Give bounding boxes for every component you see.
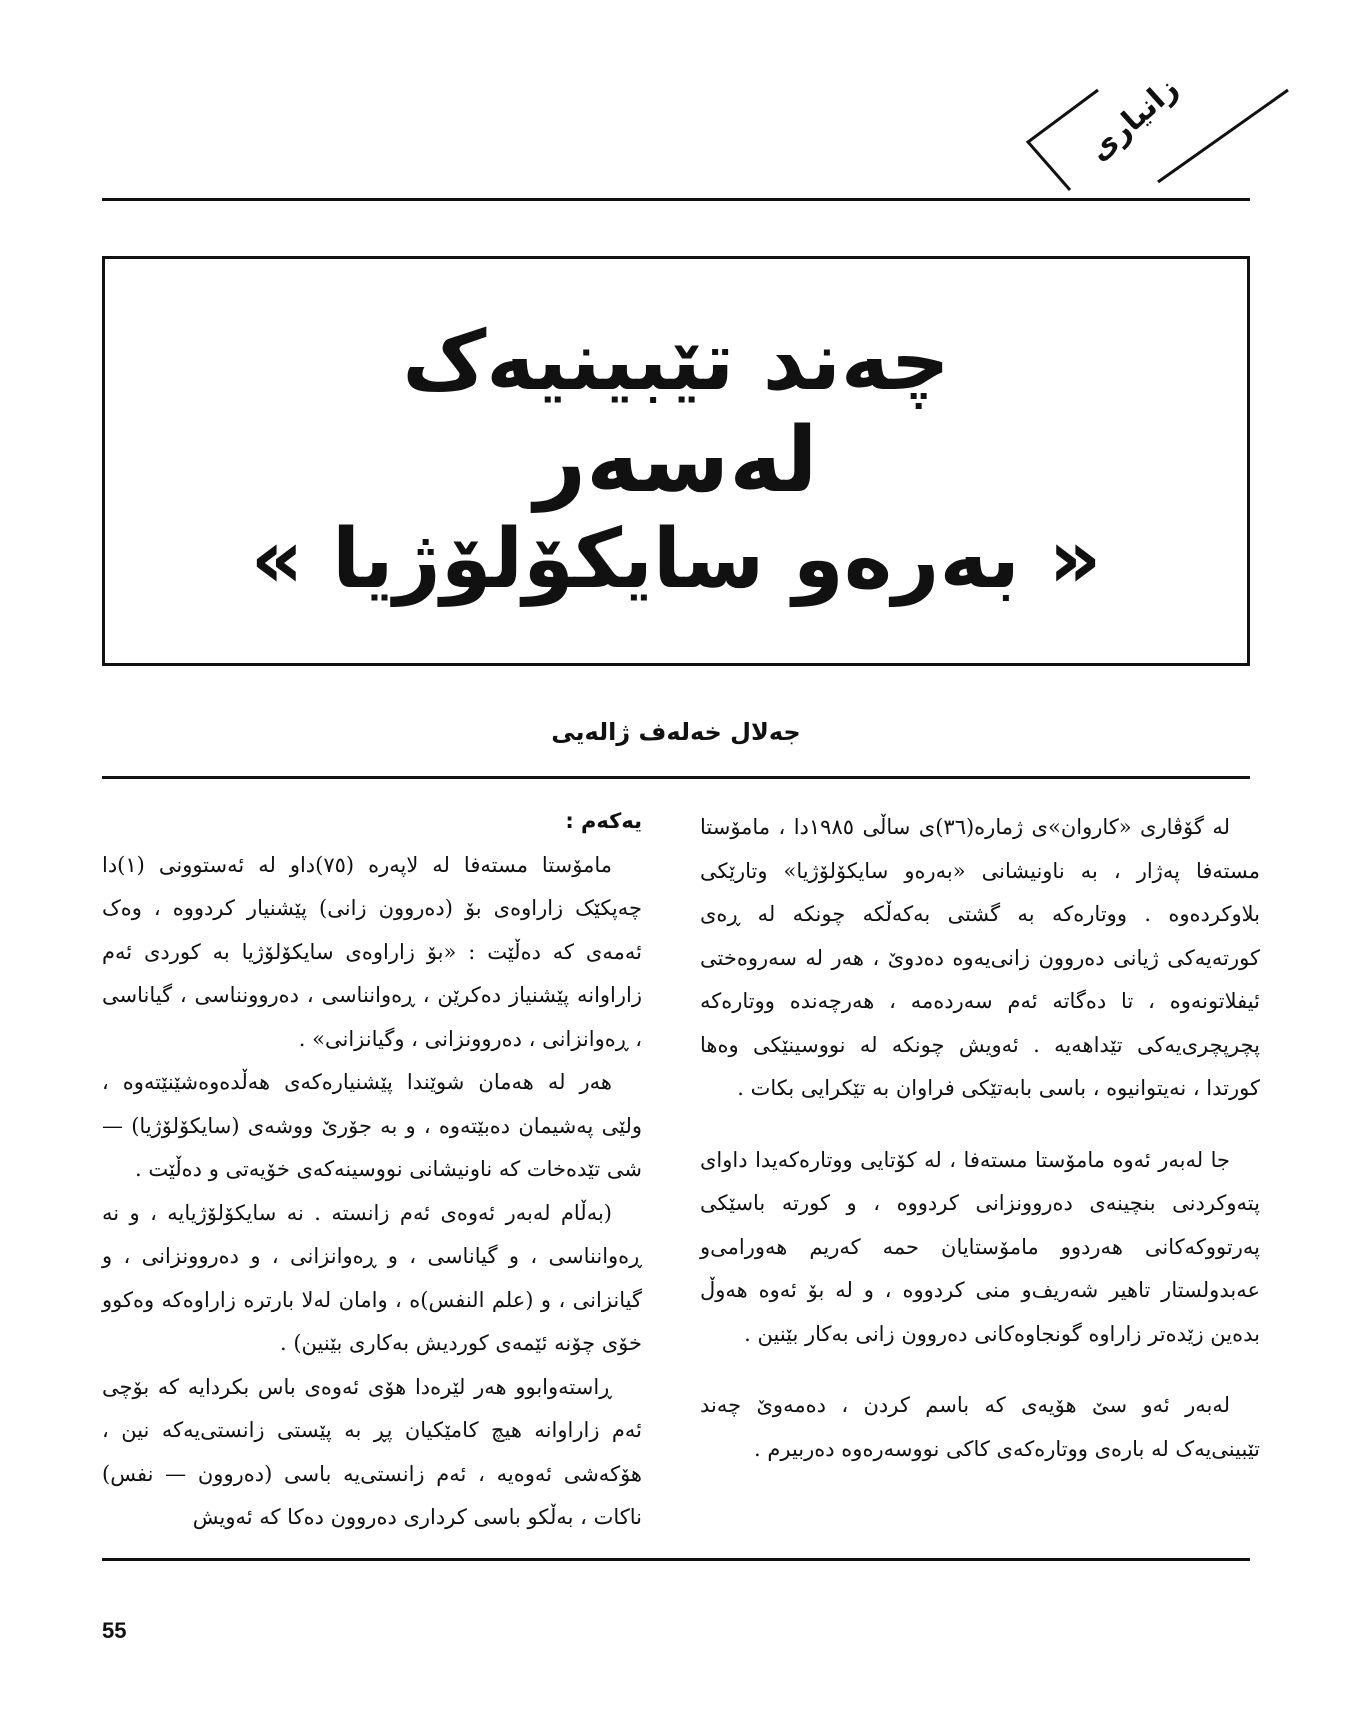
right-column bbox=[700, 806, 1260, 1471]
header-rule bbox=[102, 776, 1250, 779]
title-line-1: چەند تێبینیەک bbox=[402, 313, 950, 409]
paragraph: هەر لە هەمان شوێندا پێشنیارەکەی هەڵدەوەشێنێتەوە ، ولێی پەشیمان دەبێتەوە ، و بە جۆرێ ووشەی (سایکۆلۆژیا) — شی تێدەخات کە ناونیشانی نووسینەکەی خۆیەتی و دەڵێت . bbox=[102, 1070, 642, 1181]
bottom-rule bbox=[102, 1558, 1250, 1561]
paragraph: جا لەبەر ئەوە مامۆستا مستەفا ، لە کۆتایی ووتارەکەیدا داوای پتەوکردنی بنچینەی دەروونزانی کردووە ، و کورتە باسێکی پەرتووکەکانی هەردوو مامۆستایان حمە کەریم هەورامی‌و عەبدولستار تاهیر شەریف‌و منی کردووە ، و لە بۆ ئەوە هەوڵ بدەین زێدەتر زاراوە گونجاوەکانی دەروون زانی بەکار بێنین . bbox=[700, 1147, 1260, 1346]
title-box bbox=[102, 256, 1250, 666]
paragraph: ڕاستەوابوو هەر لێرەدا هۆی ئەوەی باس بکردایە کە بۆچی ئەم زاراوانە هیچ کامێکیان پڕ بە پێستی زانستی‌یەکە نین ، هۆکەشی ئەوەیە ، ئەم زانستی‌یە باسی (دەروون — نفس) ناکات ، بەڵکو باسی کرداری دەروون دەکا کە ئەویش bbox=[102, 1374, 642, 1529]
section-subheading: یەکەم : bbox=[565, 809, 642, 833]
left-column bbox=[102, 800, 642, 1540]
top-rule bbox=[102, 198, 1250, 201]
title-line-2: لەسەر bbox=[534, 408, 818, 514]
title-line-3: « بەرەو سایکۆلۆژیا » bbox=[250, 511, 1102, 607]
author-name: جەلال خەلەف ژالەیی bbox=[551, 718, 801, 746]
paragraph: مامۆستا مستەفا لە لاپەرە (٧٥)داو لە ئەستوونی (١)دا چەپکێک زاراوەی بۆ (دەروون زانی) پێشنیار کردووە ، وەک ئەمەی کە دەڵێت : «بۆ زاراوەی سایکۆلۆژیا بە کوردی ئەم زاراوانە پێشنیاز دەکرێن ، ڕەوانناسی ، دەروونناسی ، گیاناسی ، ڕەوانزانی ، دەروونزانی ، وگیانزانی» . bbox=[102, 852, 642, 1051]
paragraph: لەبەر ئەو سێ هۆیەی کە باسم کردن ، دەمەوێ چەند تێبینی‌یەک لە بارەی ووتارەکەی کاکی نووسەرەوە دەربیرم . bbox=[700, 1393, 1260, 1461]
paragraph: لە گۆڤاری «کاروان»ی ژمارە(٣٦)ی ساڵی ١٩٨٥دا ، مامۆستا مستەفا پەژار ، بە ناونیشانی «بەرەو سایکۆلۆژیا» وتارێکی بلاوکردەوە . ووتارەکە بە گشتی بەکەڵکە چونکە لە ڕەی کورتەیەکی ژیانی دەروون زانی‌یەوە دەدوێ ، هەر لە سەروەختی ئیفلاتونەوە ، تا دەگاتە ئەم سەردەمە ، هەرچەندە ووتارەکە پچرپچری‌یەکی تێداهەیە . ئەویش چونکە لە نووسینێکی وەها کورتدا ، نەیتوانیوە ، باسی بابەتێکی فراوان بە تێکرایی بکات . bbox=[700, 815, 1260, 1100]
paragraph: (بەڵام لەبەر ئەوەی ئەم زانستە . نە سایکۆلۆژیایە ، و نە ڕەوانناسی ، و گیاناسی ، و ڕەوانزانی ، و دەروونزانی ، و گیانزانی ، و (علم النفس)ە ، وامان لەلا بارترە زاراوەکە وەکوو خۆی چۆنە ئێمەی کوردیش بەکاری بێنین) . bbox=[102, 1200, 642, 1355]
page-number: 55 bbox=[102, 1618, 127, 1643]
section-tag-label: زانیاری bbox=[1082, 70, 1186, 169]
